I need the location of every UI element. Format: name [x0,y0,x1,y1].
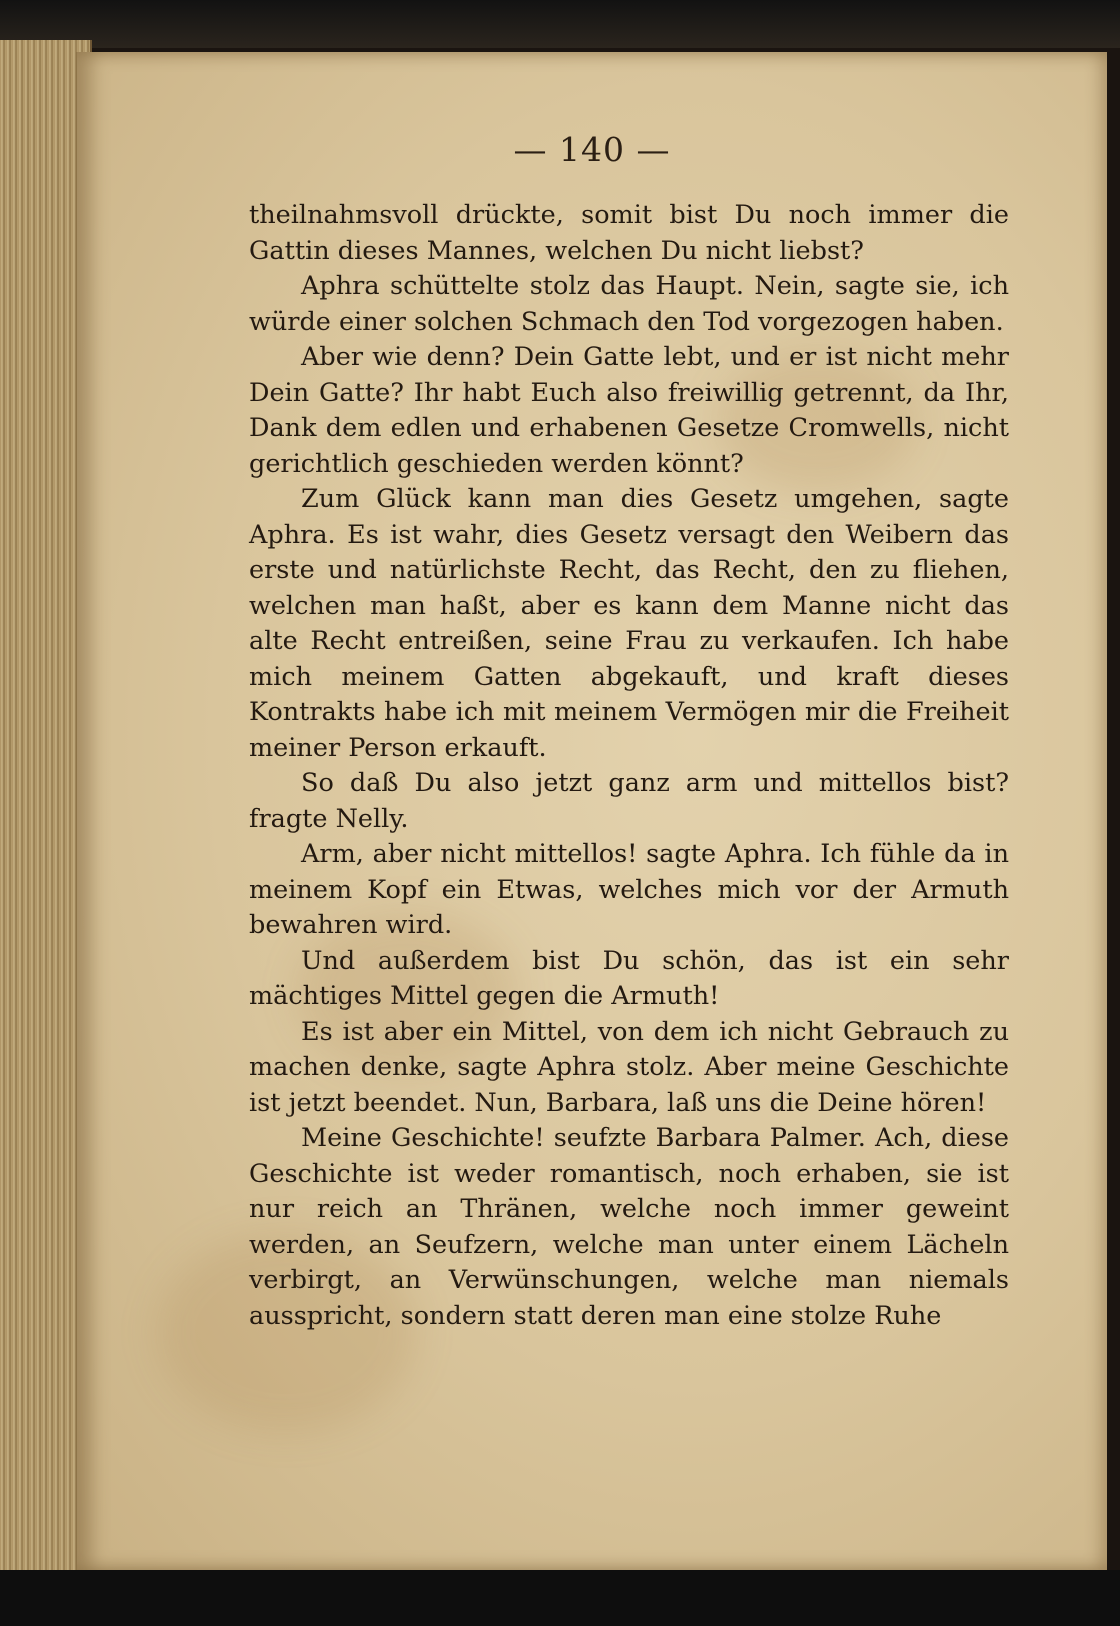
paragraph: Arm, aber nicht mittellos! sagte Aphra. Ich fühle da in meinem Kopf ein Etwas, welches mich vor der Armuth bewahren wird. [249,839,1009,940]
body-text [249,198,1009,1334]
paragraph: theilnahmsvoll drückte, somit bist Du noch immer die Gattin dieses Mannes, welchen Du nicht liebst? [249,200,1009,266]
paragraph: Und außerdem bist Du schön, das ist ein sehr mächtiges Mittel gegen die Armuth! [249,945,1009,1011]
paragraph: Es ist aber ein Mittel, von dem ich nicht Gebrauch zu machen denke, sagte Aphra stolz. Aber meine Geschichte ist jetzt beendet. Nun, Barbara, laß uns die Deine hören! [249,1016,1009,1118]
paragraph: Aphra schüttelte stolz das Haupt. Nein, sagte sie, ich würde einer solchen Schmach den Tod vorgezogen haben. [249,271,1009,337]
page-number: — 140 — [513,130,671,169]
book-page [76,52,1107,1570]
paragraph: Aber wie denn? Dein Gatte lebt, und er ist nicht mehr Dein Gatte? Ihr habt Euch also freiwillig getrennt, da Ihr, Dank dem edlen und erhabenen Gesetze Cromwells, nicht gerichtlich geschieden werden könnt? [249,342,1009,479]
scanner-top-shadow [0,0,1120,48]
paragraph: So daß Du also jetzt ganz arm und mittellos bist? fragte Nelly. [249,768,1009,834]
scanner-bottom-shadow [0,1570,1120,1626]
paragraph: Meine Geschichte! seufzte Barbara Palmer. Ach, diese Geschichte ist weder romantisch, noch erhaben, sie ist nur reich an Thränen, welche noch immer geweint werden, an Seufzern, welche man unter einem Lächeln verbirgt, an Verwünschungen, welche man niemals ausspricht, sondern statt deren man eine stolze Ruhe [249,1123,1009,1331]
paragraph: Zum Glück kann man dies Gesetz umgehen, sagte Aphra. Es ist wahr, dies Gesetz versagt den Weibern das erste und natürlichste Recht, das Recht, den zu fliehen, welchen man haßt, aber es kann dem Manne nicht das alte Recht entreißen, seine Frau zu verkaufen. Ich habe mich meinem Gatten abgekauft, und kraft dieses Kontrakts habe ich mit meinem Vermögen mir die Freiheit meiner Person erkauft. [249,484,1009,763]
